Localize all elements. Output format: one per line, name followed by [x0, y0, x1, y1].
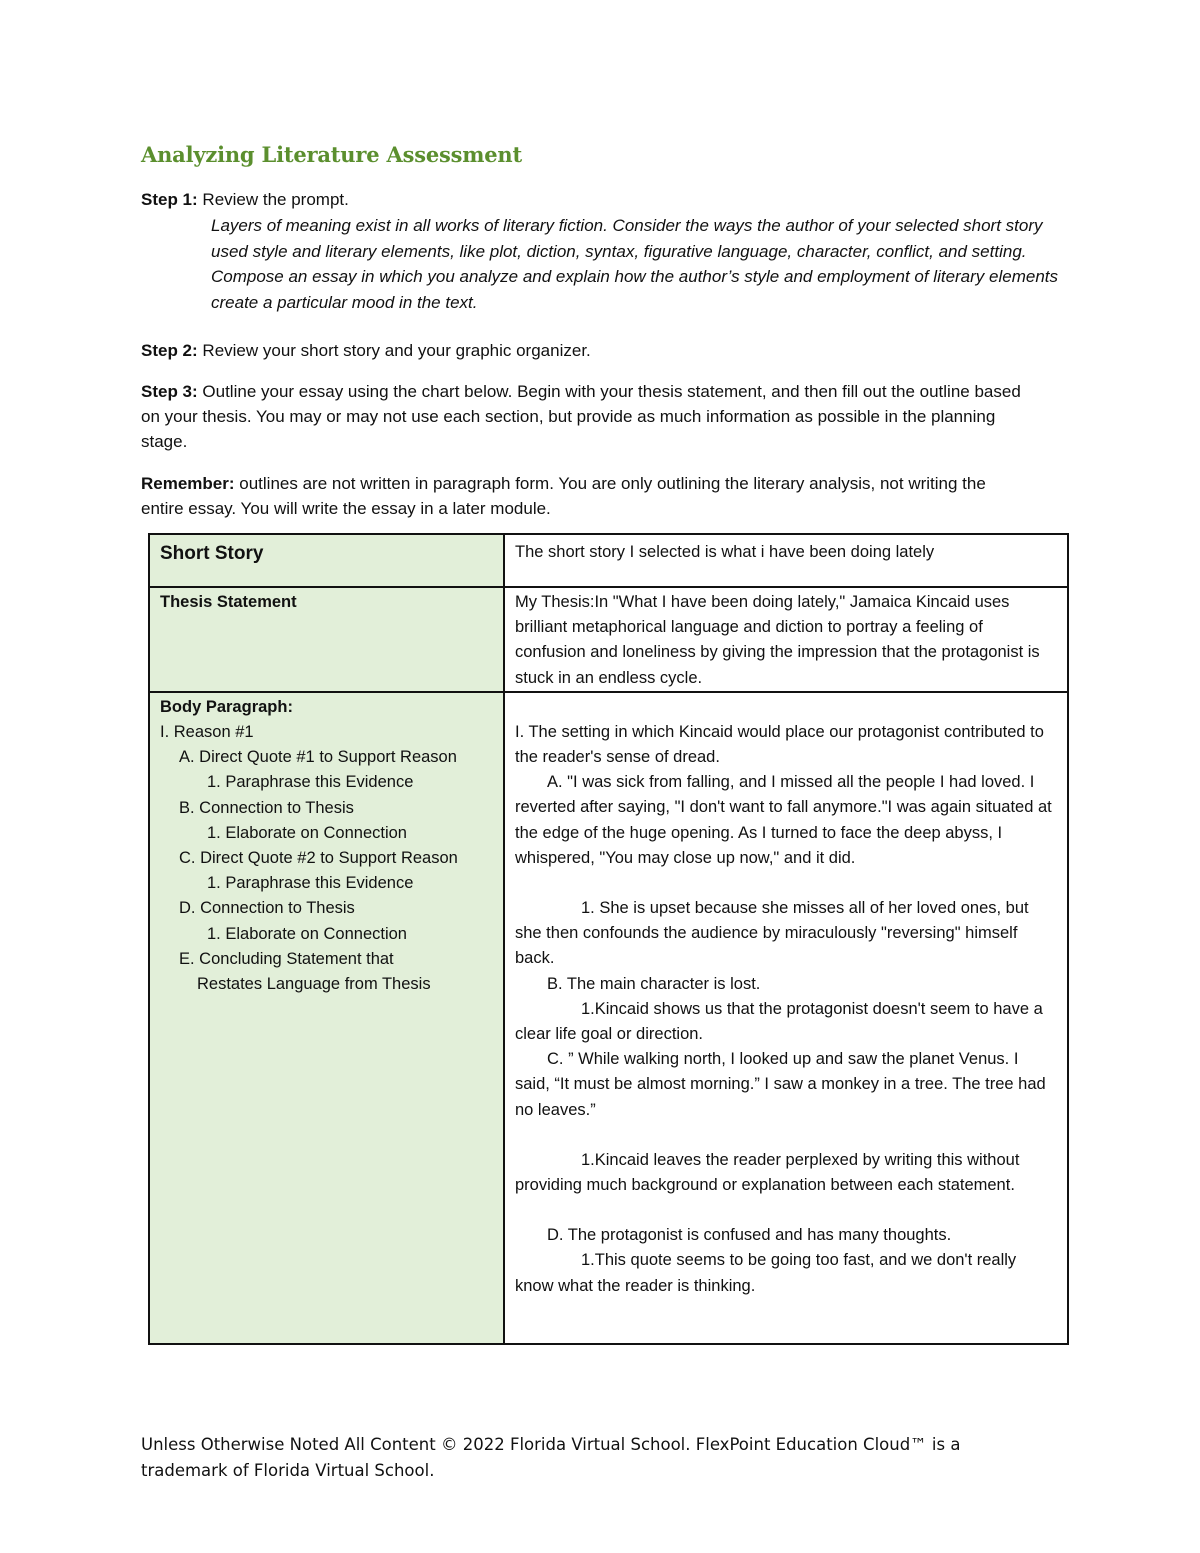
body-item-b1: 1.Kincaid shows us that the protagonist doesn't seem to have a clear life goal or direction.: [515, 999, 1043, 1044]
body-reason: I. The setting in which Kincaid would place our protagonist contributed to the reader's sense of dread.: [515, 722, 1044, 767]
body-content-cell: [504, 692, 1068, 1344]
prompt-text: Layers of meaning exist in all works of literary fiction. Consider the ways the author of your selected short story used style and literary elements, like plot, diction, syntax, figurative language, character, conflict, and setting. Compose an essay in which you analyze and explain how the author’s style and employment of literary elements create a particular mood in the text.: [211, 216, 1059, 312]
outline-item-c: C. Direct Quote #2 to Support Reason: [179, 849, 458, 868]
outline-item-d1: 1. Elaborate on Connection: [207, 924, 407, 943]
copyright-footer: Unless Otherwise Noted All Content © 2022 Florida Virtual School. FlexPoint Education Cloud™ is a trademark of Florida Virtual School.: [141, 1435, 961, 1480]
outline-reason: I. Reason #1: [160, 723, 254, 742]
thesis-value: My Thesis:In "What I have been doing lately," Jamaica Kincaid uses brilliant metaphorical language and diction to portray a feeling of confusion and loneliness by giving the impression that the protagonist is stuck in an endless cycle.: [515, 593, 1040, 687]
short-story-label: Short Story: [160, 543, 264, 564]
remember-text: outlines are not written in paragraph form. You are only outlining the literary analysis, not writing the entire essay. You will write the essay in a later module.: [141, 474, 986, 518]
body-outline-cell: [149, 692, 504, 1344]
body-item-a1: 1. She is upset because she misses all of her loved ones, but she then confounds the audience by miraculously "reversing" himself back.: [515, 899, 1029, 968]
spacer: [515, 871, 1057, 896]
step-2-label: Step 2:: [141, 341, 198, 360]
body-paragraph-row: [149, 692, 1068, 1344]
outline-item-b1: 1. Elaborate on Connection: [207, 823, 407, 842]
page-title: Analyzing Literature Assessment: [141, 142, 522, 167]
outline-item-a: A. Direct Quote #1 to Support Reason: [179, 748, 457, 767]
body-item-d: D. The protagonist is confused and has many thoughts.: [547, 1226, 952, 1245]
remember-note: [141, 471, 1021, 521]
thesis-row: [149, 587, 1068, 692]
spacer: [515, 1198, 1057, 1223]
outline-item-a1: 1. Paraphrase this Evidence: [207, 773, 414, 792]
outline-item-c1: 1. Paraphrase this Evidence: [207, 874, 414, 893]
step-3: [141, 379, 1021, 454]
step-1-label: Step 1:: [141, 190, 198, 209]
short-story-row: [149, 534, 1068, 587]
outline-item-e: E. Concluding Statement that: [179, 949, 394, 968]
outline-table: [148, 533, 1069, 1345]
body-item-c1: 1.Kincaid leaves the reader perplexed by writing this without providing much background or explanation between each statement.: [515, 1150, 1020, 1195]
spacer: [515, 695, 1057, 720]
short-story-value: The short story I selected is what i have been doing lately: [515, 543, 935, 561]
step-2: [141, 338, 591, 363]
body-paragraph-label: Body Paragraph:: [160, 697, 293, 716]
step-1: [141, 187, 349, 212]
step-3-text: Outline your essay using the chart below. Begin with your thesis statement, and then fill out the outline based on your thesis. You may or may not use each section, but provide as much information as possible in the planning stage.: [141, 382, 1021, 451]
body-item-d1: 1.This quote seems to be going too fast, and we don't really know what the reader is thinking.: [515, 1251, 1017, 1295]
short-story-label-cell: [149, 534, 504, 587]
thesis-label-cell: [149, 587, 504, 692]
thesis-label: Thesis Statement: [160, 593, 297, 611]
outline-item-d: D. Connection to Thesis: [179, 899, 355, 918]
step-2-text: Review your short story and your graphic organizer.: [197, 341, 591, 360]
thesis-value-cell: [504, 587, 1068, 692]
body-item-c: C. ” While walking north, I looked up and saw the planet Venus. I said, “It must be almost morning.” I saw a monkey in a tree. The tree had no leaves.”: [515, 1050, 1046, 1119]
short-story-value-cell: [504, 534, 1068, 587]
body-item-a: A. "I was sick from falling, and I missed all the people I had loved. I reverted after saying, "I don't want to fall anymore."I was again situated at the edge of the huge opening. As I turned to face the deep abyss, I whispered, "You may close up now," and it did.: [515, 773, 1052, 867]
step-1-text: Review the prompt.: [197, 190, 349, 209]
outline-item-e-cont: Restates Language from Thesis: [197, 975, 431, 994]
step-3-label: Step 3:: [141, 382, 198, 401]
body-item-b: B. The main character is lost.: [547, 974, 761, 993]
spacer: [515, 1123, 1057, 1148]
remember-label: Remember:: [141, 474, 235, 493]
outline-item-b: B. Connection to Thesis: [179, 798, 354, 817]
